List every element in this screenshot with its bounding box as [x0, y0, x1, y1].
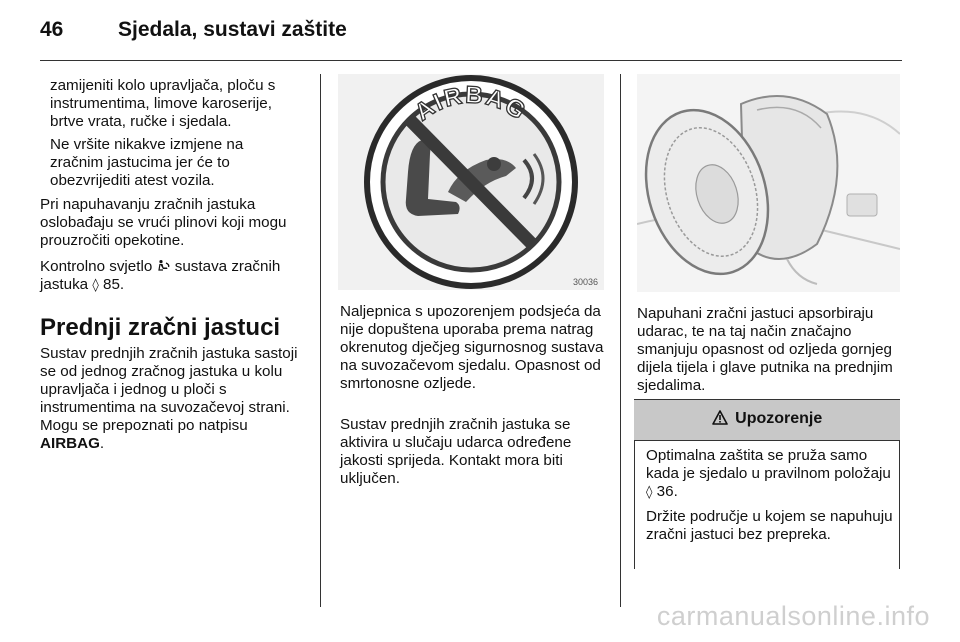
inflated-airbags-figure — [637, 74, 900, 292]
front-airbag-text: Sustav prednjih zračnih jastuka sastoji se od jednog zračnog jastuka u kolu upravljača i jednog u ploči s instrumentima na suvozačevoj strani. Mogu se prepoznati po natpisu — [40, 345, 298, 434]
indicator-text-mid: sustava zračnih jastuka — [40, 258, 281, 293]
watermark: carmanualsonline.info — [656, 601, 930, 631]
airbag-warning-sticker-figure — [338, 74, 604, 290]
page-number: 46 — [40, 18, 64, 41]
section-title: Sjedala, sustavi zaštite — [118, 18, 347, 41]
warning-header-content — [634, 410, 900, 430]
paragraph-inflated-airbags: Napuhani zračni jastuci apsorbiraju udarac, te na taj način značajno smanjuju opasnost od ozljeda gornjeg dijela tijela i glave putnika na prednjim sjedalima. — [637, 305, 893, 394]
indented-paragraph-1: zamijeniti kolo upravljača, ploču s instrumentima, limove karoserije, brtve vrata, ručke i sjedala. — [50, 77, 276, 130]
indented-paragraph-2: Ne vršite nikakve izmjene na zračnim jastucima jer će to obezvrijediti atest vozila. — [50, 136, 244, 189]
indicator-text-start: Kontrolno svjetlo — [40, 258, 153, 275]
column-divider-right — [620, 74, 621, 607]
heading-front-airbags: Prednji zračni jastuci — [40, 314, 281, 341]
page-reference-number[interactable]: 85. — [103, 276, 125, 293]
airbag-label-text: AIRBAG — [40, 435, 100, 452]
warning-title: Upozorenje — [735, 410, 823, 427]
no-rear-facing-child-seat-sign — [338, 74, 604, 290]
page-header — [40, 18, 900, 58]
page-reference-icon: ◊ — [92, 278, 99, 293]
warning-triangle-icon — [712, 410, 728, 430]
figure-number: 30036 — [572, 277, 598, 287]
header-rule — [40, 60, 902, 61]
page-reference-icon: ◊ — [646, 485, 653, 500]
paragraph-sticker-warning: Naljepnica s upozorenjem podsjeća da nije dopuštena uporaba prema natrag okrenutog dječjeg sigurnosnog sustava na suvozačevom sjedalu. Opasnost od smrtonosne ozljede. — [340, 303, 604, 392]
warning-seat-text: Optimalna zaštita se pruža samo kada je sjedalo u pravilnom položaju — [646, 447, 891, 482]
paragraph-front-airbag-system — [40, 345, 315, 453]
sticker-airbag-text: AIRBAG — [409, 81, 532, 127]
inflated-airbags-illustration — [637, 74, 900, 292]
paragraph-airbag-activation: Sustav prednjih zračnih jastuka se aktivira u slučaju udarca određene jakosti sprijeda. Kontakt mora biti uključen. — [340, 416, 572, 487]
column-divider-left — [320, 74, 321, 607]
paragraph-hot-gases: Pri napuhavanju zračnih jastuka oslobađaju se vrući plinovi koji mogu prouzročiti opekotine. — [40, 196, 287, 249]
warning-box — [634, 399, 900, 569]
warning-page-reference[interactable]: 36. — [656, 483, 678, 500]
warning-body — [646, 447, 894, 550]
paragraph-indicator-light — [40, 258, 310, 295]
warning-paragraph-keep-clear: Držite područje u kojem se napuhuju zračni jastuci bez prepreka. — [646, 508, 893, 543]
warning-paragraph-seat-position — [646, 447, 894, 502]
paragraph-end-period: . — [99, 435, 105, 452]
airbag-indicator-icon — [157, 259, 171, 273]
warning-header — [634, 399, 900, 441]
